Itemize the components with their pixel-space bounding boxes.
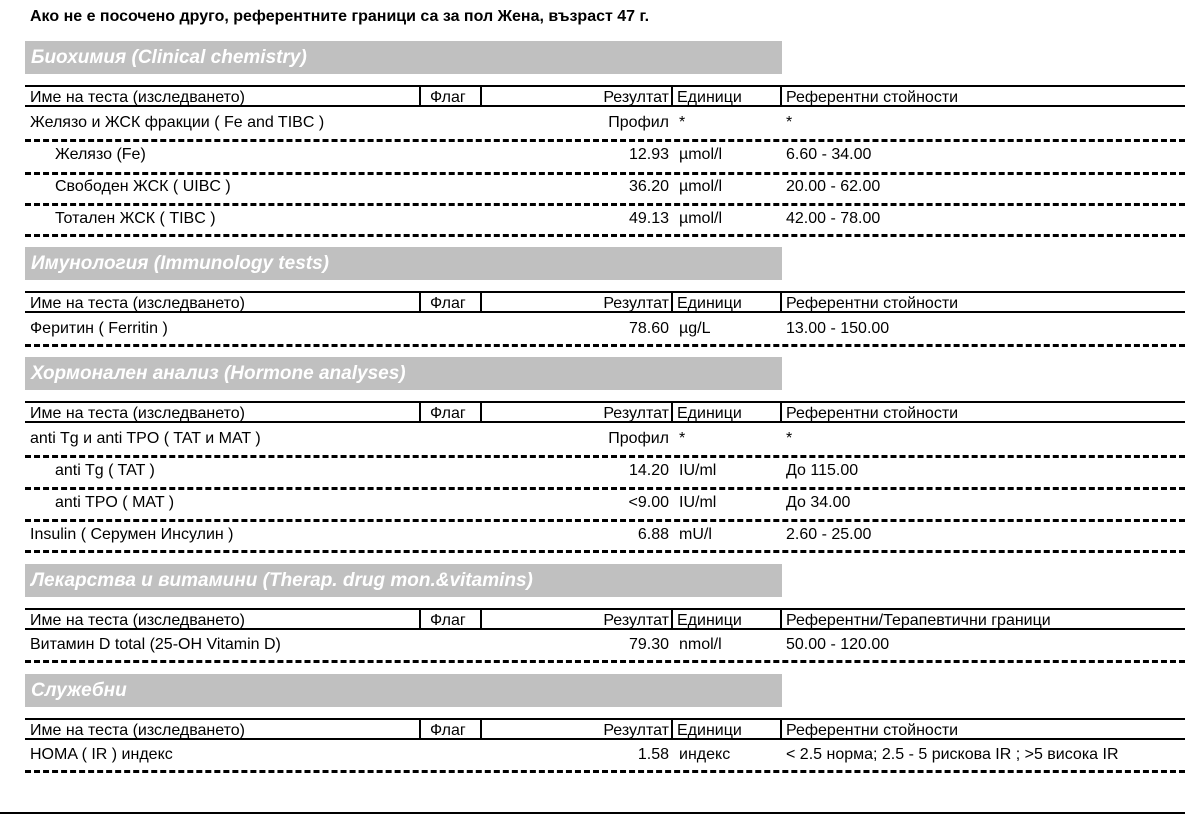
test-units: IU/ml <box>679 494 717 511</box>
header-test-name: Име на теста (изследването) <box>30 89 245 106</box>
table-header <box>25 291 1185 313</box>
test-reference: 20.00 - 62.00 <box>786 178 881 195</box>
test-result: 79.30 <box>628 636 669 653</box>
header-reference: Референтни стойности <box>786 295 959 312</box>
header-units: Единици <box>677 405 742 422</box>
header-reference: Референтни стойности <box>786 89 959 106</box>
header-test-name: Име на теста (изследването) <box>30 405 245 422</box>
test-result: Профил <box>608 430 669 447</box>
header-flag: Флаг <box>430 295 466 312</box>
test-units: индекс <box>679 746 731 763</box>
test-reference: * <box>786 114 793 131</box>
header-result: Резултат <box>603 722 669 739</box>
test-units: IU/ml <box>679 462 717 479</box>
header-units: Единици <box>677 722 742 739</box>
test-reference: 50.00 - 120.00 <box>786 636 890 653</box>
header-test-name: Име на теста (изследването) <box>30 722 245 739</box>
table-header <box>25 718 1185 740</box>
header-result: Резултат <box>603 612 669 629</box>
test-reference: 42.00 - 78.00 <box>786 210 881 227</box>
table-header <box>25 401 1185 423</box>
test-name: Желязо (Fe) <box>55 146 146 163</box>
test-result: 6.88 <box>637 526 669 543</box>
test-name: Феритин ( Ferritin ) <box>30 320 168 337</box>
test-reference: < 2.5 норма; 2.5 - 5 рискова IR ; >5 висока IR <box>786 746 1119 763</box>
test-reference: 13.00 - 150.00 <box>786 320 890 337</box>
header-reference-therapeutic: Референтни/Терапевтични граници <box>786 612 1051 629</box>
test-result: 49.13 <box>628 210 669 227</box>
test-result: 14.20 <box>628 462 669 479</box>
section-title-service: Служебни <box>25 674 782 707</box>
test-result: 1.58 <box>637 746 669 763</box>
test-name: HOMA ( IR ) индекс <box>30 746 173 763</box>
test-reference: До 115.00 <box>786 462 859 479</box>
page-bottom-rule <box>0 812 1185 814</box>
test-units: µg/L <box>679 320 711 337</box>
test-name: anti Tg ( TAT ) <box>55 462 155 479</box>
test-name: Свободен ЖСК ( UIBC ) <box>55 178 231 195</box>
test-reference: * <box>786 430 793 447</box>
section-title-vitamins: Лекарства и витамини (Therap. drug mon.&vitamins) <box>25 564 782 597</box>
test-name: anti TPO ( MAT ) <box>55 494 175 511</box>
header-test-name: Име на теста (изследването) <box>30 295 245 312</box>
header-result: Резултат <box>603 295 669 312</box>
header-test-name: Име на теста (изследването) <box>30 612 245 629</box>
header-units: Единици <box>677 295 742 312</box>
header-units: Единици <box>677 89 742 106</box>
section-title-immunology: Имунология (Immunology tests) <box>25 247 782 280</box>
header-result: Резултат <box>603 89 669 106</box>
test-result: 78.60 <box>628 320 669 337</box>
test-units: * <box>679 114 686 131</box>
test-units: * <box>679 430 686 447</box>
test-units: nmol/l <box>679 636 722 653</box>
header-flag: Флаг <box>430 612 466 629</box>
report-intro: Ако не е посочено друго, референтните граници са за пол Жена, възраст 47 г. <box>30 8 650 25</box>
test-reference: 2.60 - 25.00 <box>786 526 872 543</box>
test-units: µmol/l <box>679 210 722 227</box>
section-title-biochemistry: Биохимия (Clinical chemistry) <box>25 41 782 74</box>
test-units: µmol/l <box>679 178 722 195</box>
table-header <box>25 85 1185 107</box>
test-result: 12.93 <box>628 146 669 163</box>
test-units: µmol/l <box>679 146 722 163</box>
header-flag: Флаг <box>430 89 466 106</box>
header-units: Единици <box>677 612 742 629</box>
test-name: anti Tg и anti TPO ( TAT и MAT ) <box>30 430 261 447</box>
test-result: 36.20 <box>628 178 669 195</box>
header-reference: Референтни стойности <box>786 405 959 422</box>
test-name: Желязо и ЖСК фракции ( Fe and TIBC ) <box>30 114 325 131</box>
header-result: Резултат <box>603 405 669 422</box>
table-header <box>25 608 1185 630</box>
test-result: Профил <box>608 114 669 131</box>
test-result: <9.00 <box>628 494 669 511</box>
test-name: Витамин D total (25-OH Vitamin D) <box>30 636 281 653</box>
header-flag: Флаг <box>430 405 466 422</box>
header-reference: Референтни стойности <box>786 722 959 739</box>
test-units: mU/l <box>679 526 712 543</box>
header-flag: Флаг <box>430 722 466 739</box>
test-name: Insulin ( Серумен Инсулин ) <box>30 526 234 543</box>
section-title-hormones: Хормонален анализ (Hormone analyses) <box>25 357 782 390</box>
test-name: Тотален ЖСК ( TIBC ) <box>55 210 216 227</box>
test-reference: 6.60 - 34.00 <box>786 146 872 163</box>
test-reference: До 34.00 <box>786 494 851 511</box>
